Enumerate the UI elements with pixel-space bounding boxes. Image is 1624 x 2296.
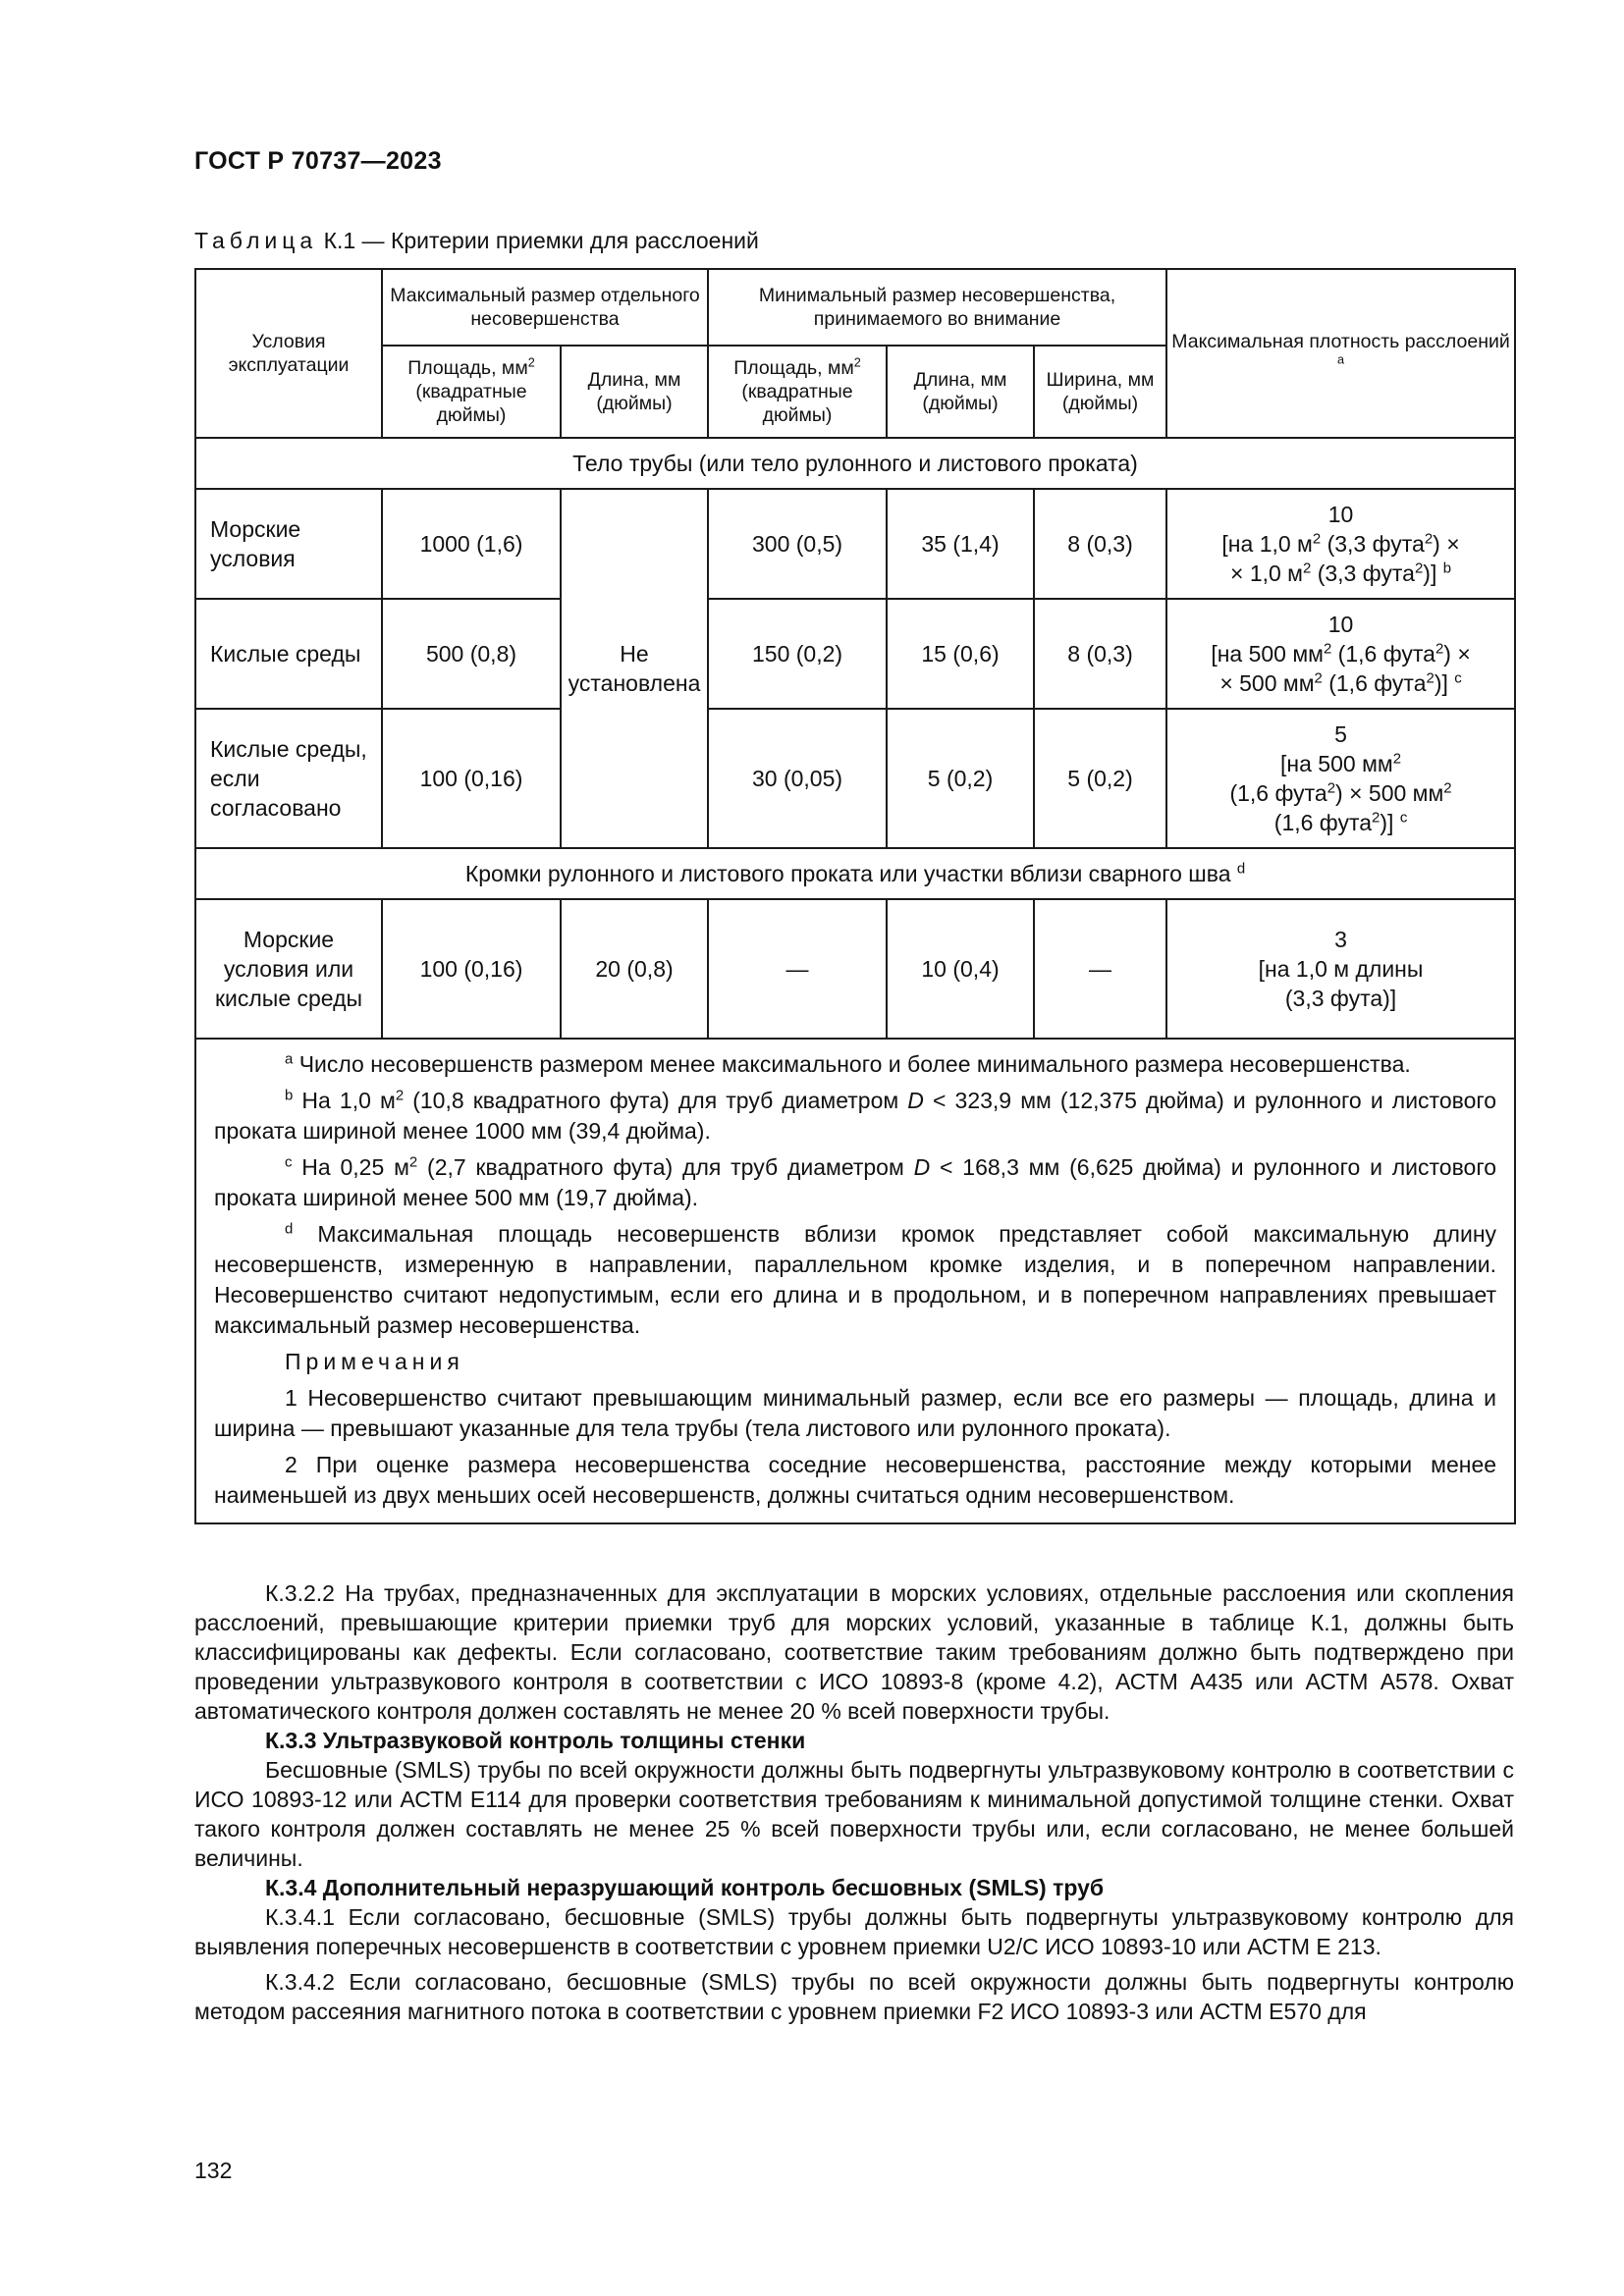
row-condition: Морские условия bbox=[195, 489, 382, 599]
footnote-mark: b bbox=[285, 1087, 294, 1104]
row-min-length: 35 (1,4) bbox=[887, 489, 1034, 599]
paragraph-k3-3: Бесшовные (SMLS) трубы по всей окружности должны быть подвергнуты ультразвуковому контролю в соответствии с ИСО 10893-12 или АСТМ Е114 для проверки соответствия требованиям к минимальной допустимой толщине стенки. Охват такого контроля должен составлять не менее 25 % всей поверхности трубы или, если согласовано, не менее большей величины. bbox=[194, 1757, 1514, 1871]
header-conditions: Условия эксплуатации bbox=[195, 269, 382, 438]
density-text: [на 500 мм bbox=[1280, 751, 1393, 776]
section-edges-text: Кромки рулонного и листового проката или участки вблизи сварного шва bbox=[464, 861, 1231, 886]
density-text: (3,3 фута bbox=[1321, 531, 1425, 557]
density-text: × 1,0 м bbox=[1230, 561, 1303, 586]
row-max-density bbox=[1166, 489, 1515, 599]
caption-label: Таблица bbox=[194, 228, 318, 253]
footnote-text: На 1,0 м bbox=[293, 1088, 396, 1113]
footnote-text: (2,7 квадратного фута) для труб диаметром bbox=[417, 1154, 914, 1180]
density-line: (3,3 фута)] bbox=[1284, 986, 1397, 1011]
density-sup: 2 bbox=[1426, 669, 1435, 687]
document-header: ГОСТ Р 70737—2023 bbox=[194, 147, 442, 175]
table-row bbox=[195, 599, 1515, 709]
footnote-text: На 0,25 м bbox=[292, 1154, 409, 1180]
density-line bbox=[1171, 529, 1510, 559]
footnote-mark: d bbox=[285, 1220, 294, 1238]
row-max-density bbox=[1166, 709, 1515, 848]
section-row-pipe-body bbox=[195, 438, 1515, 489]
footnote-text: Число несовершенств размером менее максимального и более минимального размера несовершенства. bbox=[293, 1051, 1411, 1077]
heading-k3-3: К.3.3 Ультразвуковой контроль толщины стенки bbox=[265, 1728, 806, 1753]
note-item: 1 Несовершенство считают превышающим минимальный размер, если все его размеры — площадь, длина и ширина — превышают указанные для тела трубы (тела листового или рулонного проката). bbox=[214, 1385, 1497, 1441]
footnote-ref-b: b bbox=[1442, 560, 1452, 577]
row-max-density bbox=[1166, 599, 1515, 709]
header-max-single: Максимальный размер отдельного несовершенства bbox=[382, 269, 708, 346]
header-min-area-text: Площадь, мм bbox=[733, 357, 854, 379]
density-sup: 2 bbox=[1414, 560, 1424, 577]
row-max-density bbox=[1166, 899, 1515, 1039]
row-min-width: 8 (0,3) bbox=[1034, 489, 1166, 599]
header-row-1 bbox=[195, 269, 1515, 346]
density-text: [на 1,0 м bbox=[1221, 531, 1313, 557]
paragraph-k3-2-2: К.3.2.2 На трубах, предназначенных для эксплуатации в морских условиях, отдельные расслоения или скопления расслоений, превышающие критерии приемки труб для морских условий, указанные в таблице К.1, должны быть классифицированы как дефекты. Если согласовано, соответствие таким требованиям должно быть подтверждено при проведении ультразвукового контроля в соответствии с ИСО 10893-8 (кроме 4.2), АСТМ А435 или АСТМ А578. Охват автоматического контроля должен составлять не менее 20 % всей поверхности трубы. bbox=[194, 1580, 1514, 1724]
header-min-area-sup: 2 bbox=[853, 355, 861, 370]
header-area-text: Площадь, мм bbox=[407, 357, 528, 379]
header-max-density bbox=[1166, 269, 1515, 438]
heading-k3-4: К.3.4 Дополнительный неразрушающий контроль бесшовных (SMLS) труб bbox=[265, 1875, 1105, 1900]
density-line bbox=[1171, 639, 1510, 668]
footnote-ref-c: c bbox=[1399, 809, 1408, 827]
table-row bbox=[195, 709, 1515, 848]
footnote-mark: a bbox=[285, 1050, 294, 1068]
footnote-text: < 323,9 мм (12,375 дюйма) и рулонного и листового проката шириной менее 1000 мм (39,4 дюйма). bbox=[214, 1088, 1497, 1144]
density-text: ) × bbox=[1433, 531, 1460, 557]
row-min-area: 30 (0,05) bbox=[708, 709, 887, 848]
density-sup: 2 bbox=[1314, 669, 1323, 687]
footnote-variable: D bbox=[913, 1154, 931, 1180]
header-min-width: Ширина, мм (дюймы) bbox=[1034, 346, 1166, 438]
row-condition: Кислые среды bbox=[195, 599, 382, 709]
notes-title: Примечания bbox=[285, 1349, 464, 1374]
note-item: 2 При оценке размера несовершенства соседние несовершенства, расстояние между которыми менее наименьшей из двух меньших осей несовершенств, должны считаться одним несовершенством. bbox=[214, 1452, 1497, 1508]
density-value: 10 bbox=[1327, 502, 1354, 527]
density-sup: 2 bbox=[1435, 640, 1444, 658]
footnote-text: Максимальная площадь несовершенств вблизи кромок представляет собой максимальную длину несовершенств, измеренную в направлении, параллельном кромке изделия, и в поперечном направлении. Несовершенство считают недопустимым, если его длина и в продольном, и в поперечном направлениях превышает максимальный размер несовершенства. bbox=[214, 1221, 1497, 1338]
row-min-width: 5 (0,2) bbox=[1034, 709, 1166, 848]
density-text: (1,6 фута bbox=[1229, 780, 1327, 806]
table-notes bbox=[195, 1039, 1515, 1523]
footnote-mark: c bbox=[285, 1153, 293, 1171]
header-area bbox=[382, 346, 561, 438]
header-area-sup: 2 bbox=[527, 355, 535, 370]
density-text: (1,6 фута bbox=[1331, 641, 1435, 667]
table-row bbox=[195, 489, 1515, 599]
density-sup: 2 bbox=[1443, 779, 1452, 797]
density-line bbox=[1171, 668, 1510, 698]
body-text bbox=[194, 1578, 1514, 2026]
density-text: (3,3 фута bbox=[1311, 561, 1415, 586]
footnote-ref-c: c bbox=[1454, 669, 1462, 687]
density-sup: 2 bbox=[1372, 809, 1380, 827]
density-text: )] bbox=[1423, 561, 1437, 586]
notes-row bbox=[195, 1039, 1515, 1523]
row-min-area: 300 (0,5) bbox=[708, 489, 887, 599]
density-sup: 2 bbox=[1323, 640, 1332, 658]
density-text: (1,6 фута bbox=[1322, 670, 1427, 696]
density-value: 3 bbox=[1334, 927, 1347, 952]
header-min-area bbox=[708, 346, 887, 438]
header-min-considered: Минимальный размер несовершенства, принимаемого во внимание bbox=[708, 269, 1166, 346]
footnote-sup: 2 bbox=[408, 1153, 418, 1171]
density-text: [на 500 мм bbox=[1211, 641, 1324, 667]
footnote-a bbox=[214, 1049, 1496, 1080]
paragraph-k3-4-1: К.3.4.1 Если согласовано, бесшовные (SMLS) трубы должны быть подвергнуты ультразвуковому контролю для выявления поперечных несовершенств в соответствии с уровнем приемки U2/C ИСО 10893-10 или АСТМ Е 213. bbox=[194, 1904, 1514, 1959]
footnote-ref-d: d bbox=[1236, 860, 1246, 878]
row-min-area: 150 (0,2) bbox=[708, 599, 887, 709]
header-min-area-unit: (квадратные дюймы) bbox=[741, 381, 853, 426]
density-line bbox=[1171, 778, 1510, 808]
density-text: )] bbox=[1380, 810, 1394, 835]
row-min-length: 10 (0,4) bbox=[887, 899, 1034, 1039]
header-min-length: Длина, мм (дюймы) bbox=[887, 346, 1034, 438]
density-line bbox=[1171, 559, 1510, 588]
density-text: (1,6 фута bbox=[1273, 810, 1373, 835]
section-edges bbox=[195, 848, 1515, 899]
footnote-d bbox=[214, 1219, 1496, 1341]
footnote-ref-a: a bbox=[1337, 352, 1345, 367]
section-pipe-body: Тело трубы (или тело рулонного и листового проката) bbox=[195, 438, 1515, 489]
row-min-area: — bbox=[708, 899, 887, 1039]
density-sup: 2 bbox=[1303, 560, 1312, 577]
page-number: 132 bbox=[194, 2158, 233, 2183]
row-min-width: 8 (0,3) bbox=[1034, 599, 1166, 709]
density-text: × 500 мм bbox=[1219, 670, 1315, 696]
row-max-area: 500 (0,8) bbox=[382, 599, 561, 709]
row-min-length: 5 (0,2) bbox=[887, 709, 1034, 848]
row-max-length: 20 (0,8) bbox=[561, 899, 708, 1039]
density-text: ) × 500 мм bbox=[1335, 780, 1444, 806]
footnote-b bbox=[214, 1086, 1496, 1147]
row-condition: Кислые среды, если согласовано bbox=[195, 709, 382, 848]
section-row-edges bbox=[195, 848, 1515, 899]
footnote-text: < 168,3 мм (6,625 дюйма) и рулонного и листового проката шириной менее 500 мм (19,7 дюйма). bbox=[214, 1154, 1497, 1210]
header-area-unit: (квадратные дюймы) bbox=[415, 381, 527, 426]
density-text: ) × bbox=[1443, 641, 1471, 667]
density-line bbox=[1171, 808, 1510, 837]
density-value: 5 bbox=[1334, 721, 1347, 747]
density-sup: 2 bbox=[1392, 750, 1402, 768]
density-sup: 2 bbox=[1424, 530, 1434, 548]
density-sup: 2 bbox=[1326, 779, 1336, 797]
table-caption bbox=[194, 228, 759, 254]
acceptance-criteria-table bbox=[194, 268, 1516, 1524]
row-max-area: 100 (0,16) bbox=[382, 709, 561, 848]
table-row bbox=[195, 899, 1515, 1039]
header-length: Длина, мм (дюймы) bbox=[561, 346, 708, 438]
footnote-c bbox=[214, 1152, 1496, 1213]
density-value: 10 bbox=[1327, 612, 1354, 637]
row-condition: Морские условия или кислые среды bbox=[195, 899, 382, 1039]
row-max-area: 100 (0,16) bbox=[382, 899, 561, 1039]
row-min-width: — bbox=[1034, 899, 1166, 1039]
footnote-variable: D bbox=[907, 1088, 924, 1113]
header-max-density-text: Максимальная плотность расслоений bbox=[1171, 331, 1510, 352]
caption-title: К.1 — Критерии приемки для расслоений bbox=[317, 228, 759, 253]
row-min-length: 15 (0,6) bbox=[887, 599, 1034, 709]
density-sup: 2 bbox=[1312, 530, 1322, 548]
footnote-sup: 2 bbox=[395, 1087, 405, 1104]
row-max-area: 1000 (1,6) bbox=[382, 489, 561, 599]
footnote-text: (10,8 квадратного фута) для труб диаметром bbox=[404, 1088, 908, 1113]
density-text: )] bbox=[1434, 670, 1448, 696]
density-line bbox=[1171, 749, 1510, 778]
paragraph-k3-4-2: К.3.4.2 Если согласовано, бесшовные (SMLS) трубы по всей окружности должны быть подвергнуты контролю методом рассеяния магнитного потока в соответствии с уровнем приемки F2 ИСО 10893-3 или АСТМ Е570 для bbox=[194, 1969, 1514, 2024]
row-max-length-merged: Не установлена bbox=[561, 489, 708, 848]
density-line: [на 1,0 м длины bbox=[1258, 956, 1424, 982]
